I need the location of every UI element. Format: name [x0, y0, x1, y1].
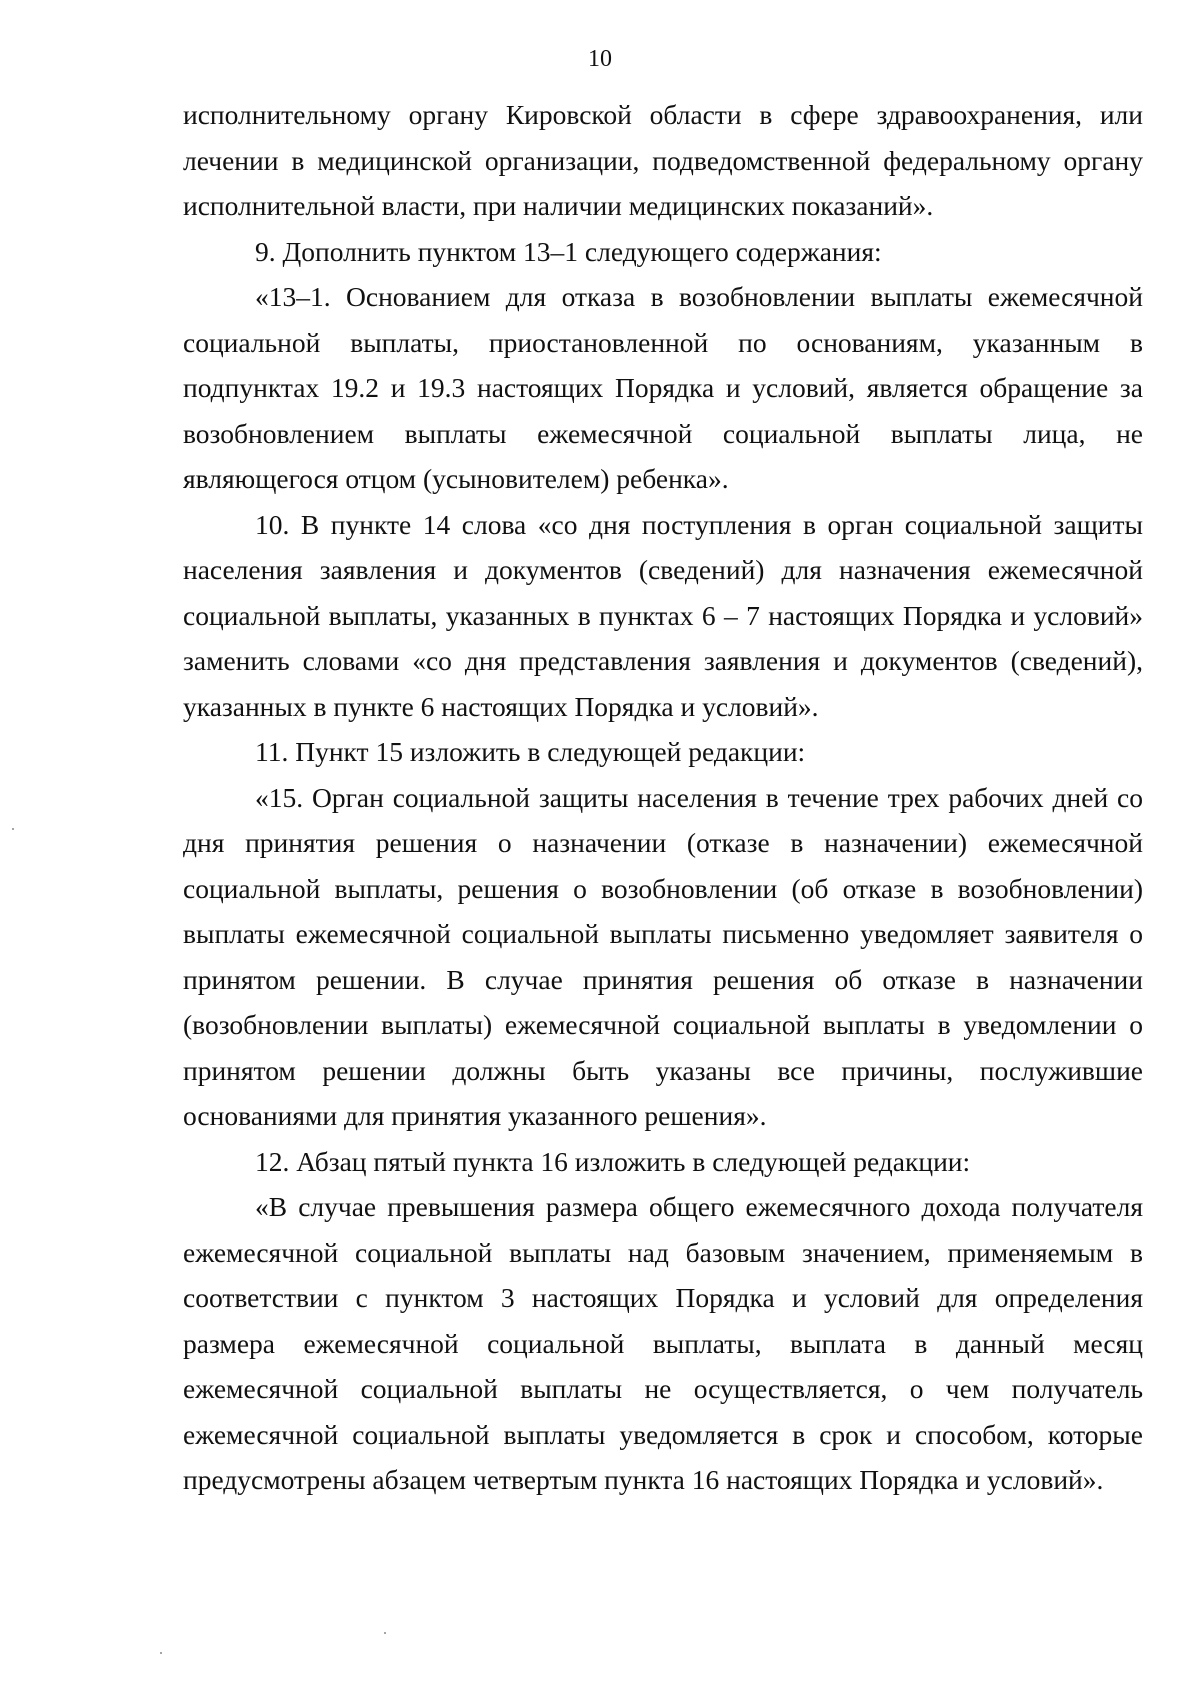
paragraph-item-9: 9. Дополнить пунктом 13–1 следующего содержания:: [255, 235, 882, 267]
scan-speck: [160, 1652, 162, 1654]
page-number: 10: [588, 46, 612, 72]
scan-speck: [384, 1632, 386, 1634]
paragraph-item-10: 10. В пункте 14 слова «со дня поступления в орган социальной защиты населения заявления и документов (сведений) для назначения ежемесячной социальной выплаты, указанных в пунктах 6 – 7 настоящих Порядка и условий» заменить словами «со дня представления заявления и документов (сведений), указанных в пункте 6 настоящих Порядка и условий».: [183, 508, 1143, 722]
paragraph-item-11: 11. Пункт 15 изложить в следующей редакции:: [255, 736, 806, 767]
scan-speck: [12, 828, 14, 830]
paragraph-item-13-1: «13–1. Основанием для отказа в возобновлении выплаты ежемесячной социальной выплаты, приостановленной по основаниям, указанным в подпунктах 19.2 и 19.3 настоящих Порядка и условий, является обращение за возобновлением выплаты ежемесячной социальной выплаты лица, не являющегося отцом (усыновителем) ребенка».: [183, 281, 1143, 494]
document-body: [183, 92, 1143, 1503]
paragraph-continuation: исполнительному органу Кировской области в сфере здравоохранения, или лечении в медицинской организации, подведомственной федеральному органу исполнительной власти, при наличии медицинских показаний».: [183, 99, 1143, 221]
paragraph-item-12: 12. Абзац пятый пункта 16 изложить в следующей редакции:: [255, 1145, 971, 1177]
paragraph-item-16-abzac: «В случае превышения размера общего ежемесячного дохода получателя ежемесячной социальной выплаты над базовым значением, применяемым в соответствии с пунктом 3 настоящих Порядка и условий для определения размера ежемесячной социальной выплаты, выплата в данный месяц ежемесячной социальной выплаты не осуществляется, о чем получатель ежемесячной социальной выплаты уведомляется в срок и способом, которые предусмотрены абзацем четвертым пункта 16 настоящих Порядка и условий».: [183, 1191, 1143, 1495]
paragraph-item-15: «15. Орган социальной защиты населения в течение трех рабочих дней со дня принятия решения о назначении (отказе в назначении) ежемесячной социальной выплаты, решения о возобновлении (об отказе в возобновлении) выплаты ежемесячной социальной выплаты письменно уведомляет заявителя о принятом решении. В случае принятия решения об отказе в назначении (возобновлении выплаты) ежемесячной социальной выплаты в уведомлении о принятом решении должны быть указаны все причины, послужившие основаниями для принятия указанного решения».: [183, 781, 1143, 1131]
